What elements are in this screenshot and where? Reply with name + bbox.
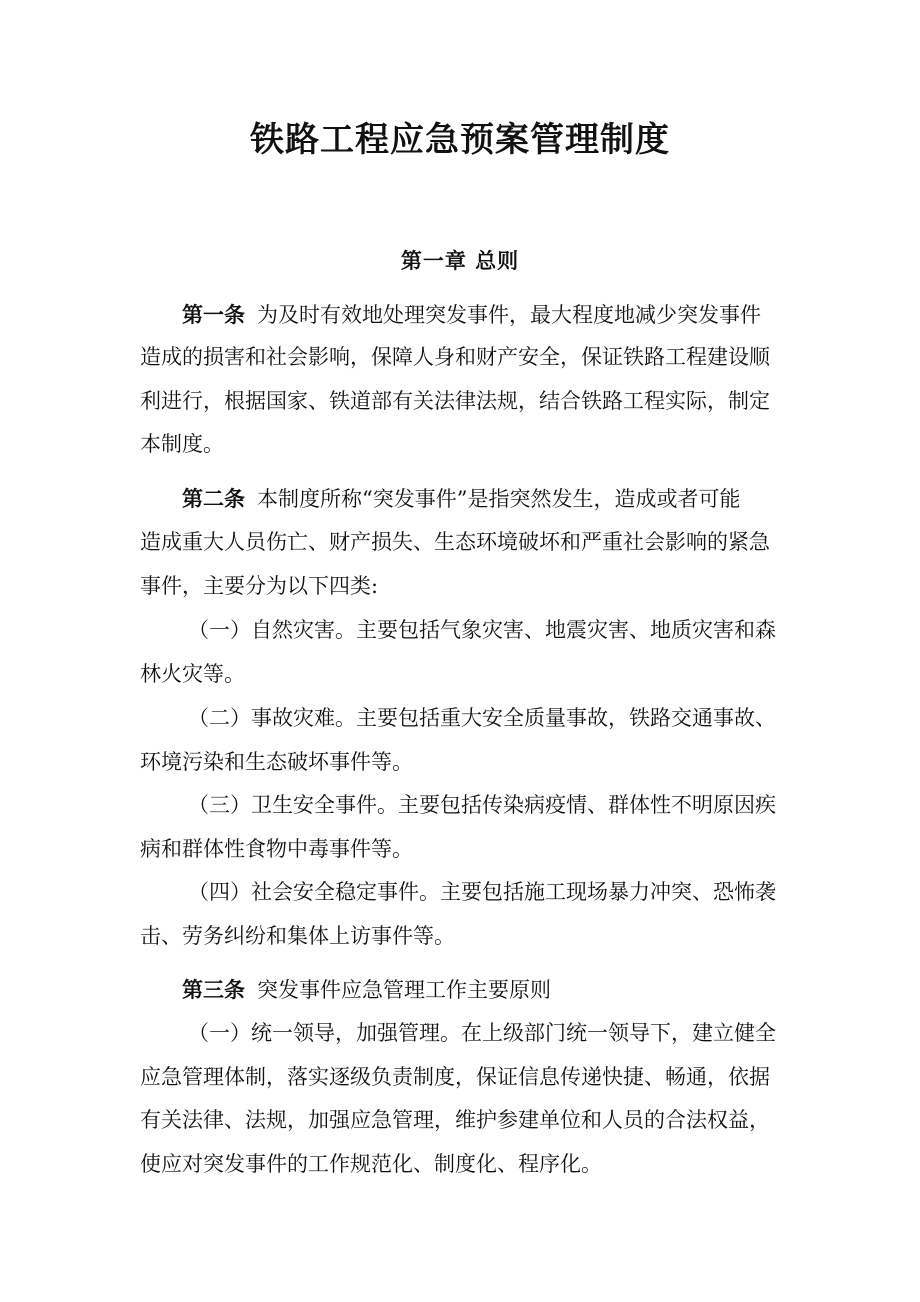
chapter-heading: 第一章 总则 bbox=[400, 248, 520, 273]
article-2-item-2-line-2: 环境污染和生态破坏事件等。 bbox=[140, 750, 413, 774]
article-1-line-2: 造成的损害和社会影响，保障人身和财产安全，保证铁路工程建设顺 bbox=[140, 345, 770, 369]
article-2-line-1 bbox=[182, 484, 790, 514]
article-2-item-1-line-2: 林火灾等。 bbox=[140, 662, 245, 686]
article-3-item-1-line-3: 有关法律、法规，加强应急管理，维护参建单位和人员的合法权益， bbox=[140, 1108, 770, 1132]
article-2-item-2-line-1: （二）事故灾难。主要包括重大安全质量事故，铁路交通事故、 bbox=[188, 706, 776, 730]
article-2-line-3: 事件，主要分为以下四类: bbox=[140, 574, 379, 598]
article-2-text: 本制度所称“突发事件”是指突然发生，造成或者可能 bbox=[257, 487, 741, 511]
article-2-item-3-line-1: （三）卫生安全事件。主要包括传染病疫情、群体性不明原因疾 bbox=[188, 793, 776, 817]
article-2-label: 第二条 bbox=[182, 486, 245, 511]
article-1-line-3: 利进行，根据国家、铁道部有关法律法规，结合铁路工程实际，制定 bbox=[140, 389, 770, 413]
article-3-item-1-line-2: 应急管理体制，落实逐级负责制度，保证信息传递快捷、畅通，依据 bbox=[140, 1065, 770, 1089]
article-2-item-4-line-2: 击、劳务纠纷和集体上访事件等。 bbox=[140, 924, 455, 948]
document-title: 铁路工程应急预案管理制度 bbox=[250, 120, 670, 160]
article-1-line-4: 本制度。 bbox=[140, 432, 224, 456]
article-1-line-1 bbox=[182, 300, 790, 330]
article-3-item-1-line-1: （一）统一领导，加强管理。在上级部门统一领导下，建立健全 bbox=[188, 1021, 776, 1045]
article-3-label: 第三条 bbox=[182, 977, 245, 1002]
article-2-line-2: 造成重大人员伤亡、财产损失、生态环境破坏和严重社会影响的紧急 bbox=[140, 530, 770, 554]
article-2-item-4-line-1: （四）社会安全稳定事件。主要包括施工现场暴力冲突、恐怖袭 bbox=[188, 880, 776, 904]
article-3-heading: 突发事件应急管理工作主要原则 bbox=[257, 978, 551, 1002]
article-2-item-3-line-2: 病和群体性食物中毒事件等。 bbox=[140, 837, 413, 861]
article-3-item-1-line-4: 使应对突发事件的工作规范化、制度化、程序化。 bbox=[140, 1152, 602, 1176]
article-1-label: 第一条 bbox=[182, 302, 245, 327]
article-3-line-1 bbox=[182, 975, 790, 1005]
article-2-item-1-line-1: （一）自然灾害。主要包括气象灾害、地震灾害、地质灾害和森 bbox=[188, 618, 776, 642]
article-1-text: 为及时有效地处理突发事件，最大程度地减少突发事件 bbox=[257, 303, 761, 327]
